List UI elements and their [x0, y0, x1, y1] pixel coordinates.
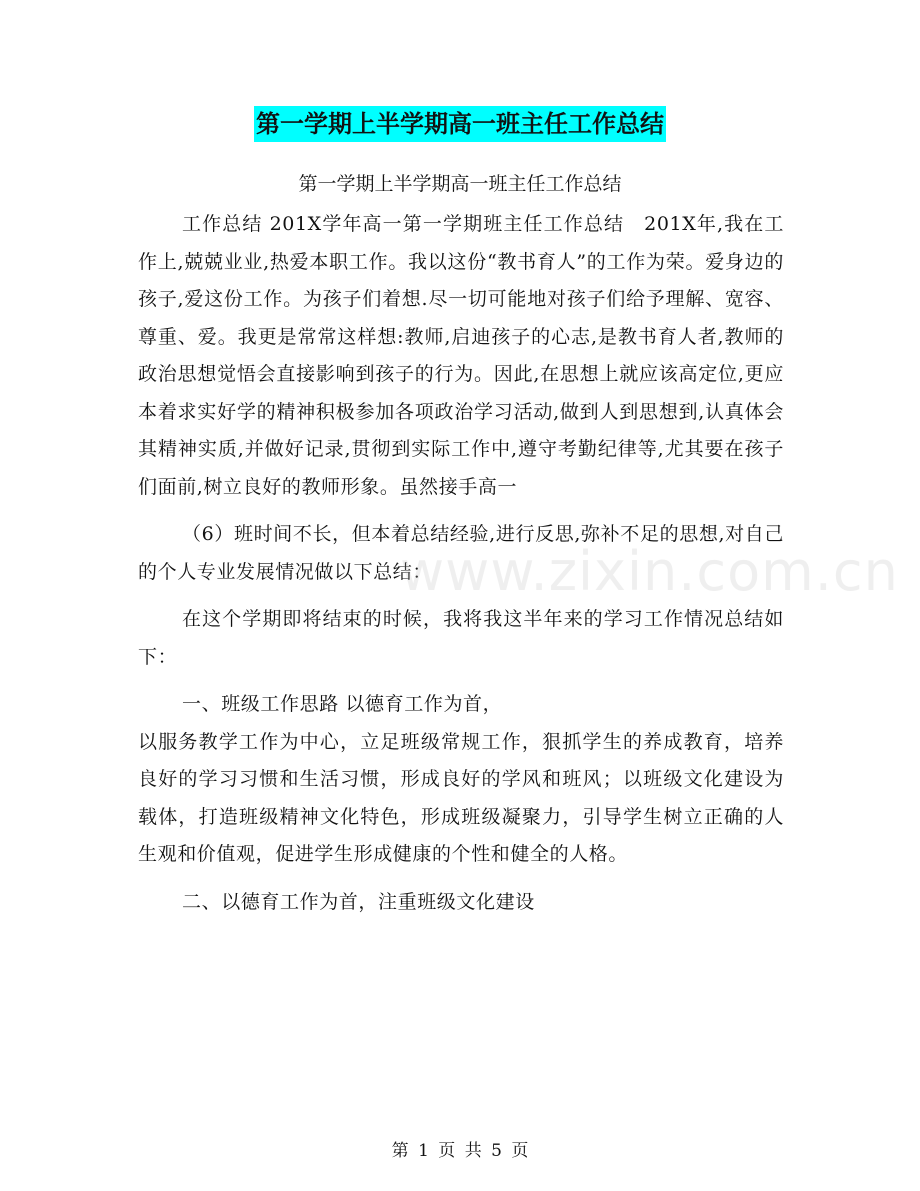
section-heading-1: 一、班级工作思路 以德育工作为首，: [182, 693, 503, 715]
paragraph-class-summary: （6）班时间不长，但本着总结经验,进行反思,弥补不足的思想,对自己的个人专业发展情况做以下总结：: [138, 523, 784, 583]
page-footer: 第 1 页 共 5 页: [391, 1141, 529, 1161]
watermark: www.zixin.com.cn: [400, 540, 899, 603]
paragraph-intro: 工作总结 201X学年高一第一学期班主任工作总结 201X年,我在工作上,兢兢业业,热爱本职工作。我以这份“教书育人”的工作为荣。爱身边的孩子,爱这份工作。为孩子们着想.尽一切可能地对孩子们给予理解、宽容、尊重、爱。我更是常常这样想:教师,启迪孩子的心志,是教书育人者,教师的政治思想觉悟会直接影响到孩子的行为。因此,在思想上就应该高定位,更应本着求实好学的精神积极参加各项政治学习活动,做到人到思想到,认真体会其精神实质,并做好记录,贯彻到实际工作中,遵守考勤纪律等,尤其要在孩子们面前,树立良好的教师形象。虽然接手高一: [138, 213, 784, 498]
document-body: [138, 206, 784, 921]
paragraph-work-approach: 以服务教学工作为中心，立足班级常规工作，狠抓学生的养成教育，培养良好的学习习惯和生活习惯，形成良好的学风和班风；以班级文化建设为载体，打造班级精神文化特色，形成班级凝聚力，引导学生树立正确的人生观和价值观，促进学生形成健康的个性和健全的人格。: [138, 730, 784, 865]
title-container: [0, 106, 920, 142]
paragraph-semester-end: 在这个学期即将结束的时候，我将我这半年来的学习工作情况总结如下：: [138, 608, 784, 668]
document-subtitle: 第一学期上半学期高一班主任工作总结: [298, 173, 622, 195]
section-heading-2: 二、以德育工作为首，注重班级文化建设: [182, 890, 535, 913]
document-title: 第一学期上半学期高一班主任工作总结: [254, 106, 666, 142]
